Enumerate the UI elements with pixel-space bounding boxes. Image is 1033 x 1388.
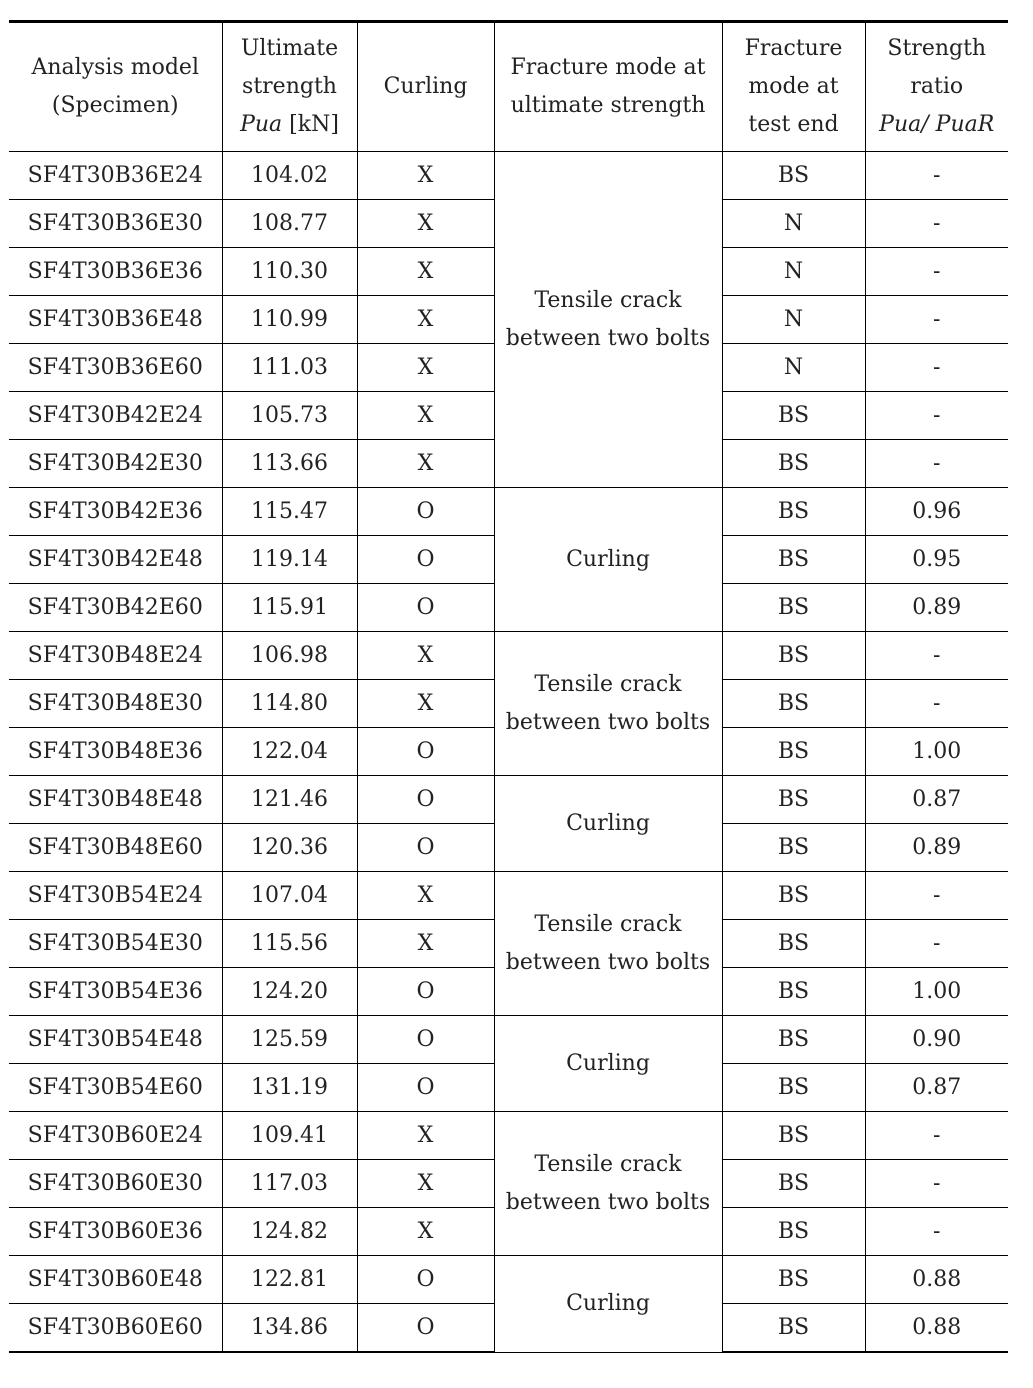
header-mode-ult-line: ultimate strength [510,93,706,118]
header-model-line: (Specimen) [51,93,179,118]
cell-model: SF4T30B48E24 [9,632,222,680]
cell-strength-ratio: - [865,632,1008,680]
cell-fracture-mode-end: BS [722,968,865,1016]
cell-model: SF4T30B36E60 [9,344,222,392]
cell-fracture-mode-end: BS [722,920,865,968]
cell-fracture-mode-end: BS [722,536,865,584]
cell-ultimate-strength: 134.86 [222,1304,357,1353]
cell-ultimate-strength: 120.36 [222,824,357,872]
table-row [9,152,1008,200]
cell-fracture-mode-end: BS [722,440,865,488]
cell-strength-ratio: 0.87 [865,1064,1008,1112]
cell-strength-ratio: - [865,152,1008,200]
cell-model: SF4T30B42E60 [9,584,222,632]
table-body [9,152,1008,1353]
header-row [9,22,1008,152]
pua-symbol: Pua [240,112,283,137]
cell-fracture-mode-end: BS [722,1256,865,1304]
header-mode-end-line: Fracture [744,36,843,61]
cell-strength-ratio: - [865,920,1008,968]
cell-strength-ratio: - [865,392,1008,440]
cell-ultimate-strength: 110.99 [222,296,357,344]
cell-fracture-mode-end: BS [722,680,865,728]
cell-strength-ratio: 1.00 [865,728,1008,776]
cell-fracture-mode-ultimate: Curling [494,488,722,632]
table-row [9,776,1008,824]
cell-curling: O [357,728,494,776]
cell-strength-ratio: - [865,440,1008,488]
cell-fracture-mode-end: BS [722,392,865,440]
results-table [9,20,1008,1353]
cell-strength-ratio: - [865,296,1008,344]
cell-ultimate-strength: 115.91 [222,584,357,632]
cell-curling: O [357,824,494,872]
cell-fracture-mode-end: BS [722,1304,865,1353]
table-row [9,1016,1008,1064]
header-model-line: Analysis model [31,55,199,80]
cell-strength-ratio: - [865,200,1008,248]
cell-curling: O [357,1304,494,1353]
cell-fracture-mode-end: BS [722,632,865,680]
table-row [9,1112,1008,1160]
cell-strength-ratio: - [865,344,1008,392]
cell-ultimate-strength: 124.82 [222,1208,357,1256]
cell-fracture-mode-end: BS [722,152,865,200]
cell-ultimate-strength: 105.73 [222,392,357,440]
cell-curling: X [357,296,494,344]
cell-model: SF4T30B36E30 [9,200,222,248]
cell-curling: X [357,392,494,440]
header-mode-end-line: mode at [748,74,839,99]
cell-curling: O [357,488,494,536]
cell-model: SF4T30B48E60 [9,824,222,872]
cell-curling: O [357,584,494,632]
cell-curling: O [357,776,494,824]
cell-ultimate-strength: 104.02 [222,152,357,200]
ratio-symbol: Pua/ PuaR [879,112,995,137]
cell-strength-ratio: - [865,1208,1008,1256]
cell-strength-ratio: - [865,680,1008,728]
cell-ultimate-strength: 109.41 [222,1112,357,1160]
cell-model: SF4T30B60E36 [9,1208,222,1256]
cell-strength-ratio: 0.90 [865,1016,1008,1064]
cell-fracture-mode-ultimate: Tensile crack between two bolts [494,1112,722,1256]
header-ultimate-unit-line [223,106,357,144]
cell-strength-ratio: - [865,1112,1008,1160]
cell-fracture-mode-ultimate: Tensile crack between two bolts [494,872,722,1016]
cell-curling: X [357,632,494,680]
cell-model: SF4T30B60E30 [9,1160,222,1208]
cell-curling: X [357,152,494,200]
cell-fracture-mode-ultimate: Curling [494,776,722,872]
cell-ultimate-strength: 114.80 [222,680,357,728]
cell-strength-ratio: 0.88 [865,1304,1008,1353]
cell-fracture-mode-ultimate: Curling [494,1256,722,1353]
cell-strength-ratio: 0.96 [865,488,1008,536]
results-table-container [9,20,1008,1353]
header-fracture-mode-end [722,22,865,152]
cell-ultimate-strength: 113.66 [222,440,357,488]
cell-model: SF4T30B60E60 [9,1304,222,1353]
cell-curling: O [357,968,494,1016]
cell-curling: X [357,248,494,296]
cell-curling: X [357,1208,494,1256]
cell-ultimate-strength: 115.56 [222,920,357,968]
cell-model: SF4T30B42E24 [9,392,222,440]
cell-ultimate-strength: 115.47 [222,488,357,536]
header-ratio-line: Strength [887,36,987,61]
cell-model: SF4T30B54E48 [9,1016,222,1064]
cell-strength-ratio: 0.87 [865,776,1008,824]
cell-fracture-mode-end: BS [722,1016,865,1064]
cell-strength-ratio: 1.00 [865,968,1008,1016]
cell-fracture-mode-ultimate: Tensile crack between two bolts [494,632,722,776]
cell-fracture-mode-end: N [722,296,865,344]
header-curling: Curling [357,22,494,152]
cell-model: SF4T30B48E36 [9,728,222,776]
cell-fracture-mode-end: N [722,344,865,392]
header-ultimate-strength [222,22,357,152]
cell-curling: X [357,440,494,488]
cell-strength-ratio: 0.88 [865,1256,1008,1304]
cell-fracture-mode-end: BS [722,728,865,776]
cell-ultimate-strength: 124.20 [222,968,357,1016]
header-mode-end-line: test end [748,112,839,137]
cell-curling: O [357,1016,494,1064]
cell-fracture-mode-end: BS [722,1064,865,1112]
cell-strength-ratio: 0.89 [865,824,1008,872]
cell-curling: X [357,1112,494,1160]
cell-curling: X [357,680,494,728]
cell-ultimate-strength: 108.77 [222,200,357,248]
cell-curling: X [357,1160,494,1208]
header-ultimate-line: strength [242,74,337,99]
cell-model: SF4T30B60E24 [9,1112,222,1160]
cell-fracture-mode-end: BS [722,776,865,824]
cell-fracture-mode-end: BS [722,1160,865,1208]
cell-fracture-mode-end: BS [722,824,865,872]
cell-model: SF4T30B54E36 [9,968,222,1016]
cell-fracture-mode-end: BS [722,488,865,536]
cell-fracture-mode-end: BS [722,872,865,920]
cell-fracture-mode-end: BS [722,584,865,632]
cell-curling: O [357,536,494,584]
table-row [9,1256,1008,1304]
cell-ultimate-strength: 122.04 [222,728,357,776]
cell-model: SF4T30B54E60 [9,1064,222,1112]
cell-strength-ratio: - [865,1160,1008,1208]
cell-ultimate-strength: 106.98 [222,632,357,680]
header-analysis-model [9,22,222,152]
cell-model: SF4T30B48E30 [9,680,222,728]
cell-model: SF4T30B42E48 [9,536,222,584]
cell-ultimate-strength: 131.19 [222,1064,357,1112]
cell-curling: X [357,872,494,920]
cell-model: SF4T30B42E36 [9,488,222,536]
cell-curling: X [357,344,494,392]
cell-ultimate-strength: 119.14 [222,536,357,584]
cell-fracture-mode-end: N [722,200,865,248]
cell-strength-ratio: - [865,248,1008,296]
cell-ultimate-strength: 122.81 [222,1256,357,1304]
cell-fracture-mode-end: N [722,248,865,296]
cell-fracture-mode-end: BS [722,1208,865,1256]
cell-ultimate-strength: 117.03 [222,1160,357,1208]
table-row [9,872,1008,920]
cell-fracture-mode-end: BS [722,1112,865,1160]
header-mode-ult-line: Fracture mode at [510,55,706,80]
cell-curling: X [357,200,494,248]
cell-model: SF4T30B42E30 [9,440,222,488]
cell-strength-ratio: 0.95 [865,536,1008,584]
cell-strength-ratio: - [865,872,1008,920]
cell-curling: O [357,1256,494,1304]
cell-ultimate-strength: 111.03 [222,344,357,392]
cell-ultimate-strength: 107.04 [222,872,357,920]
header-strength-ratio [865,22,1008,152]
cell-curling: O [357,1064,494,1112]
cell-strength-ratio: 0.89 [865,584,1008,632]
cell-ultimate-strength: 125.59 [222,1016,357,1064]
cell-model: SF4T30B54E24 [9,872,222,920]
cell-curling: X [357,920,494,968]
cell-model: SF4T30B36E36 [9,248,222,296]
cell-model: SF4T30B36E48 [9,296,222,344]
unit-kn: [kN] [282,112,339,137]
table-row [9,488,1008,536]
cell-fracture-mode-ultimate: Tensile crack between two bolts [494,152,722,488]
cell-model: SF4T30B54E30 [9,920,222,968]
cell-ultimate-strength: 110.30 [222,248,357,296]
cell-ultimate-strength: 121.46 [222,776,357,824]
cell-fracture-mode-ultimate: Curling [494,1016,722,1112]
cell-model: SF4T30B36E24 [9,152,222,200]
table-row [9,632,1008,680]
cell-model: SF4T30B48E48 [9,776,222,824]
header-fracture-mode-ultimate [494,22,722,152]
header-ultimate-line: Ultimate [240,36,339,61]
cell-model: SF4T30B60E48 [9,1256,222,1304]
header-ratio-line: ratio [910,74,964,99]
